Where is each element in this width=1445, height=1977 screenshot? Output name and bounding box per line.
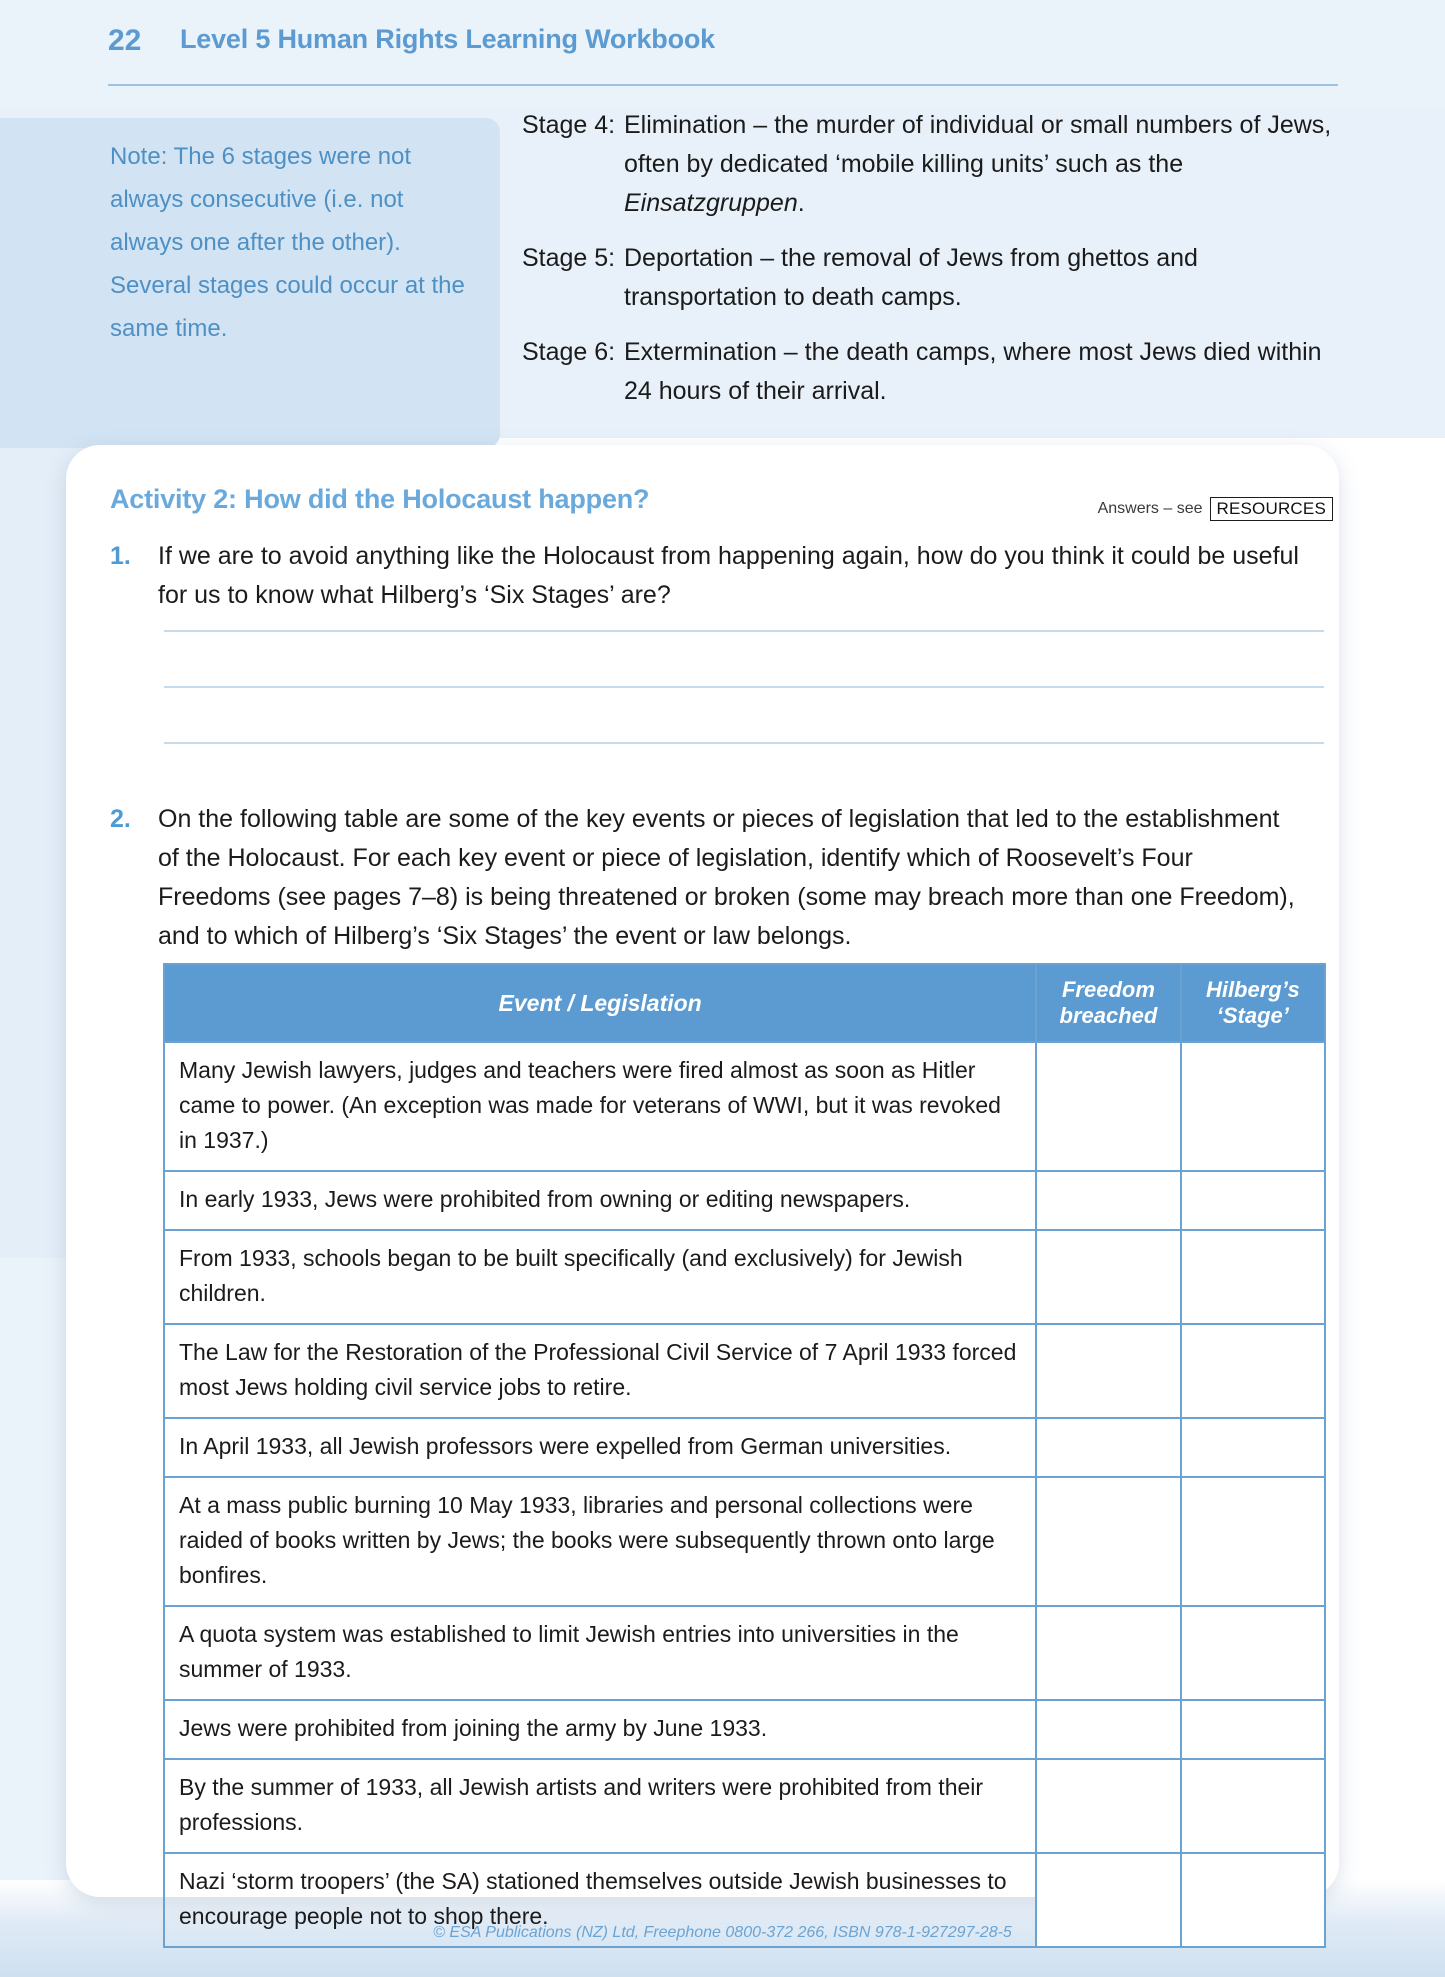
cell-hilberg-stage[interactable] <box>1181 1759 1325 1853</box>
table-row <box>164 1171 1325 1230</box>
cell-freedom-breached[interactable] <box>1036 1042 1180 1171</box>
table-header <box>164 964 1325 1042</box>
table-row <box>164 1418 1325 1477</box>
column-header-stage-line2: ‘Stage’ <box>1216 1003 1289 1028</box>
cell-hilberg-stage[interactable] <box>1181 1324 1325 1418</box>
cell-event: A quota system was established to limit Jewish entries into universities in the summer of 1933. <box>164 1606 1036 1700</box>
table-row <box>164 1324 1325 1418</box>
table-row <box>164 1759 1325 1853</box>
cell-freedom-breached[interactable] <box>1036 1700 1180 1759</box>
cell-freedom-breached[interactable] <box>1036 1759 1180 1853</box>
cell-hilberg-stage[interactable] <box>1181 1477 1325 1606</box>
page-number: 22 <box>108 24 142 57</box>
cell-hilberg-stage[interactable] <box>1181 1700 1325 1759</box>
cell-event: At a mass public burning 10 May 1933, libraries and personal collections were raided of books written by Jews; the books were subsequently thrown onto large bonfires. <box>164 1477 1036 1606</box>
column-header-freedom-line2: breached <box>1059 1003 1158 1028</box>
cell-event: Jews were prohibited from joining the army by June 1933. <box>164 1700 1036 1759</box>
stage-item <box>522 239 1342 317</box>
note-text: Note: The 6 stages were not always consecutive (i.e. not always one after the other). Several stages could occur at the same time. <box>110 143 465 342</box>
answers-note <box>1098 497 1333 521</box>
cell-freedom-breached[interactable] <box>1036 1324 1180 1418</box>
answer-line[interactable] <box>164 630 1324 632</box>
cell-hilberg-stage[interactable] <box>1181 1171 1325 1230</box>
cell-hilberg-stage[interactable] <box>1181 1606 1325 1700</box>
column-header-freedom <box>1036 964 1180 1042</box>
cell-event: From 1933, schools began to be built specifically (and exclusively) for Jewish children. <box>164 1230 1036 1324</box>
cell-event: In April 1933, all Jewish professors were expelled from German universities. <box>164 1418 1036 1477</box>
cell-freedom-breached[interactable] <box>1036 1418 1180 1477</box>
cell-event: In early 1933, Jews were prohibited from owning or editing newspapers. <box>164 1171 1036 1230</box>
stage-text-italic: Einsatzgruppen <box>624 189 798 217</box>
answer-line[interactable] <box>164 742 1324 744</box>
page-title: Level 5 Human Rights Learning Workbook <box>180 24 715 54</box>
stage-body: Deportation – the removal of Jews from ghettos and transportation to death camps. <box>624 244 1198 311</box>
answer-line[interactable] <box>164 686 1324 688</box>
resources-badge: RESOURCES <box>1210 497 1334 521</box>
event-legislation-table <box>163 963 1326 1948</box>
cell-freedom-breached[interactable] <box>1036 1171 1180 1230</box>
cell-hilberg-stage[interactable] <box>1181 1418 1325 1477</box>
stage-text-before: Elimination – the murder of individual or small numbers of Jews, often by dedicated ‘mobile killing units’ such as the <box>624 111 1332 178</box>
table-body <box>164 1042 1325 1947</box>
cell-event: The Law for the Restoration of the Professional Civil Service of 7 April 1933 forced most Jews holding civil service jobs to retire. <box>164 1324 1036 1418</box>
stage-item <box>522 106 1342 223</box>
answer-lines[interactable] <box>164 630 1324 798</box>
cell-hilberg-stage[interactable] <box>1181 1230 1325 1324</box>
question-text: If we are to avoid anything like the Holocaust from happening again, how do you think it could be useful for us to know what Hilberg’s ‘Six Stages’ are? <box>158 542 1299 609</box>
table-header-row <box>164 964 1325 1042</box>
stage-text-after: . <box>797 189 805 217</box>
column-header-freedom-line1: Freedom <box>1061 977 1155 1002</box>
stage-item <box>522 333 1342 411</box>
cell-freedom-breached[interactable] <box>1036 1230 1180 1324</box>
table-row <box>164 1230 1325 1324</box>
stage-list <box>522 106 1342 427</box>
column-header-stage <box>1181 964 1325 1042</box>
activity-title: Activity 2: How did the Holocaust happen? <box>110 484 650 514</box>
table-row <box>164 1477 1325 1606</box>
cell-freedom-breached[interactable] <box>1036 1606 1180 1700</box>
header-divider <box>108 84 1338 86</box>
question-1 <box>110 537 1305 615</box>
table-row <box>164 1606 1325 1700</box>
table-row <box>164 1700 1325 1759</box>
cell-freedom-breached[interactable] <box>1036 1477 1180 1606</box>
cell-event: Nazi ‘storm troopers’ (the SA) stationed themselves outside Jewish businesses to encourage people not to shop there. <box>164 1853 1036 1947</box>
column-header-event: Event / Legislation <box>164 964 1036 1042</box>
question-text: On the following table are some of the key events or pieces of legislation that led to the establishment of the Holocaust. For each key event or piece of legislation, identify which of Roosevelt’s Four Freedoms (see pages 7–8) is being threatened or broken (some may breach more than one Freedom), and to which of Hilberg’s ‘Six Stages’ the event or law belongs. <box>158 805 1295 950</box>
question-number: 2. <box>110 805 131 833</box>
cell-event: Many Jewish lawyers, judges and teachers were fired almost as soon as Hitler came to power. (An exception was made for veterans of WWI, but it was revoked in 1937.) <box>164 1042 1036 1171</box>
question-2 <box>110 800 1305 956</box>
stage-label: Stage 5: <box>522 244 616 272</box>
cell-hilberg-stage[interactable] <box>1181 1042 1325 1171</box>
question-number: 1. <box>110 542 131 570</box>
answers-note-label: Answers – see <box>1097 500 1203 517</box>
cell-event: By the summer of 1933, all Jewish artists and writers were prohibited from their professions. <box>164 1759 1036 1853</box>
stage-label: Stage 4: <box>522 111 616 139</box>
stage-body: Extermination – the death camps, where most Jews died within 24 hours of their arrival. <box>624 338 1322 405</box>
page-header <box>108 24 1333 86</box>
stage-label: Stage 6: <box>522 338 616 366</box>
stage-body <box>624 106 1342 223</box>
table-row <box>164 1042 1325 1171</box>
column-header-stage-line1: Hilberg’s <box>1205 977 1300 1002</box>
page-footer: © ESA Publications (NZ) Ltd, Freephone 0800-372 266, ISBN 978-1-927297-28-5 <box>433 1924 1012 1941</box>
